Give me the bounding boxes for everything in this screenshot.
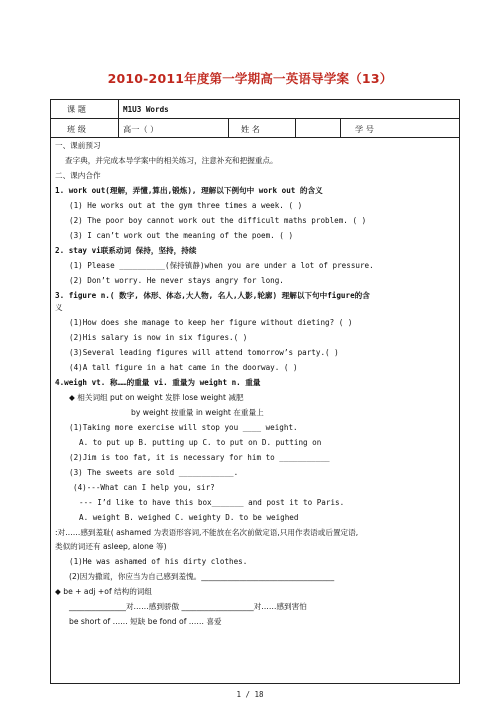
instruction-text: 查字典，并完成本导学案中的相关练习，注意补充和把握重点。 bbox=[65, 156, 278, 165]
example-sentence: (2)His salary is now in six figures.( ) bbox=[69, 333, 248, 342]
divider bbox=[228, 119, 229, 138]
vocab-heading-figure: 3. figure n.( 数字, 体形、体态,大人物, 名人,人影,轮廓) 理解以下句中figure的含 bbox=[55, 291, 370, 300]
vocab-heading-ashamed: :对……感到羞耻( ashamed 为表语形容词,不能放在名次前做定语,只用作表语或后置定语, bbox=[55, 528, 359, 537]
vocab-heading-work-out: 1. work out(理解，弄懂,算出,锻炼), 理解以下例句中 work out 的含义 bbox=[55, 186, 323, 195]
example-sentence: (1)He was ashamed of his dirty clothes. bbox=[69, 557, 248, 566]
class-label: 班 级 bbox=[67, 124, 86, 134]
exercise-question: (4)---What can I help you, sir? bbox=[73, 483, 215, 492]
page-number: 1 / 18 bbox=[236, 690, 264, 699]
section-heading: 一、课前预习 bbox=[55, 141, 101, 150]
exercise-question: --- I’d like to have this box_______ and post it to Paris. bbox=[79, 498, 345, 507]
vocab-heading-stay: 2. stay vi联系动词 保持，坚持，持续 bbox=[55, 246, 197, 255]
phrase-list: by weight 按重量 in weight 在重量上 bbox=[131, 408, 264, 417]
phrase-list: _______________对……感到骄傲 ___________________对……感到害怕 bbox=[69, 602, 307, 611]
exercise-question: (2)因为撒谎，你应当为自己感到羞愧。___________________________________ bbox=[69, 572, 335, 581]
exercise-question: (1)Taking more exercise will stop you ____ weight. bbox=[69, 423, 298, 432]
exercise-question: (3) The sweets are sold ____________. bbox=[69, 468, 239, 477]
divider bbox=[340, 119, 341, 138]
exercise-question: (2)Jim is too fat, it is necessary for him to ___________ bbox=[69, 453, 330, 462]
example-sentence: (1)How does she manage to keep her figure without dieting? ( ) bbox=[69, 318, 353, 327]
divider bbox=[295, 119, 296, 138]
vocab-heading-weigh: 4.weigh vt. 称……的重量 vi. 重量为 weight n. 重量 bbox=[55, 378, 261, 387]
section-heading: 二、课内合作 bbox=[55, 171, 101, 180]
vocab-heading-figure-cont: 义 bbox=[55, 303, 63, 312]
phrase-list: ◆ be + adj +of 结构的词组 bbox=[55, 587, 152, 596]
example-sentence: (1) He works out at the gym three times a week. ( ) bbox=[69, 201, 303, 210]
example-sentence: (3)Several leading figures will attend tomorrow’s party.( ) bbox=[69, 348, 339, 357]
example-sentence: (4)A tall figure in a hat came in the doorway. ( ) bbox=[69, 363, 298, 372]
answer-options: A. weight B. weighed C. weighty D. to be weighed bbox=[79, 513, 299, 522]
example-sentence: (1) Please __________(保持镇静)when you are under a lot of pressure. bbox=[69, 261, 374, 270]
worksheet-table bbox=[50, 99, 460, 684]
answer-options: A. to put up B. putting up C. to put on D. putting on bbox=[79, 438, 322, 447]
class-value[interactable]: 高一（ ） bbox=[123, 124, 159, 134]
example-sentence: (2) Don’t worry. He never stays angry for long. bbox=[69, 276, 284, 285]
name-label: 姓 名 bbox=[241, 124, 260, 134]
example-sentence: (3) I can’t work out the meaning of the poem. ( ) bbox=[69, 231, 294, 240]
divider bbox=[118, 100, 119, 138]
vocab-heading-ashamed-cont: 类似的词还有 asleep, alone 等) bbox=[55, 542, 167, 551]
student-id-label: 学 号 bbox=[355, 124, 374, 134]
example-sentence: (2) The poor boy cannot work out the difficult maths problem. ( ) bbox=[69, 216, 367, 225]
topic-label: 课 题 bbox=[67, 104, 86, 114]
phrase-list: be short of …… 短缺 be fond of …… 喜爱 bbox=[69, 617, 222, 626]
phrase-list: ◆ 相关词组 put on weight 发胖 lose weight 减肥 bbox=[69, 393, 244, 402]
page-title: 2010-2011年度第一学期高一英语导学案（13） bbox=[107, 71, 393, 86]
topic-value: M1U3 Words bbox=[123, 105, 169, 114]
header-row-topic bbox=[51, 100, 459, 119]
